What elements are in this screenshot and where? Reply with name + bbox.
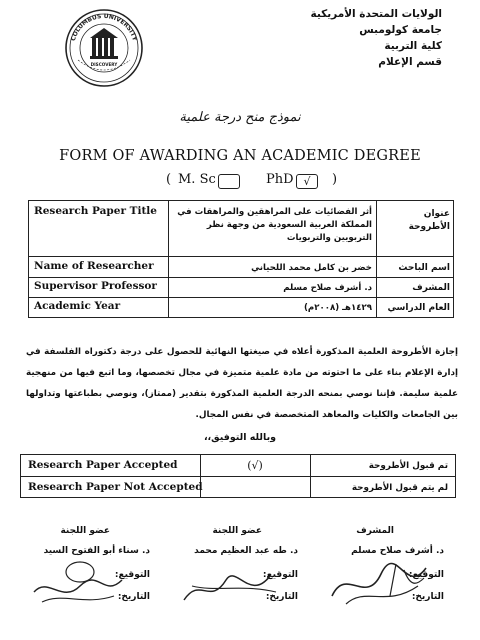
label-research-title-ar: عنوان الأطروحة (408, 209, 450, 232)
sig-member1-role: عضو اللجنة (212, 526, 262, 536)
closing-phrase: وبالله التوفيق،، (203, 432, 277, 443)
paren-open: ( (166, 172, 172, 187)
header-faculty: كلية التربية (384, 40, 442, 52)
accepted-label-ar: تم قبول الأطروحة (368, 461, 448, 471)
form-title: FORM OF AWARDING AN ACADEMIC DEGREE (59, 148, 421, 164)
label-researcher-name: Name of Researcher (34, 260, 154, 272)
paren-close: ) (332, 172, 338, 187)
msc-checkbox[interactable] (218, 174, 240, 189)
header-department: قسم الإعلام (378, 56, 442, 68)
label-academic-year-ar: العام الدراسي (387, 303, 450, 313)
seal-inner-text: DISCOVERY (90, 62, 118, 67)
seal-text: COLUMBUS UNIVERSITY (69, 12, 139, 42)
value-researcher-name: خضر بن كامل محمد اللحياني (251, 263, 372, 273)
sig-member2-role: عضو اللجنة (60, 526, 110, 536)
form-title-arabic: نموذج منح درجة علمية (179, 110, 301, 125)
signature-member2 (28, 552, 128, 610)
value-research-title: أثر الفضائيات على المراهقين والمراهقات في المملكة العربية السعودية من وجهة نظر التربويين والتربويات (177, 207, 372, 243)
signature-member1 (176, 556, 286, 614)
value-academic-year: ١٤٢٩هـ (٢٠٠٨م) (303, 303, 372, 313)
header-country: الولايات المتحدة الأمريكية (310, 8, 442, 20)
sig-supervisor-sign-label: التوقيع: (408, 570, 444, 580)
sig-supervisor-role: المشرف (356, 526, 394, 536)
sig-member2-name: د. سناء أبو الفتوح السيد (43, 546, 150, 556)
not-accepted-label-ar: لم يتم قبول الأطروحة (351, 483, 448, 493)
sig-member1-date-label: التاريخ: (265, 592, 298, 602)
phd-checkbox[interactable]: √ (296, 174, 318, 189)
accepted-label: Research Paper Accepted (28, 459, 178, 471)
sig-member1-name: د. طه عبد العظيم محمد (194, 546, 298, 556)
decision-paragraph: إجازة الأطروحة العلمية المذكورة أعلاه في صيغتها النهائية للحصول على درجة دكتوراه الفلسفة في إدارة الإعلام بناء على ما احتوته من مادة علمية متميزة في مجال تخصصها، وما اتبع فيها من منهجية علمية سليمة. فإننا نوصي بمنحه الدرجة العلمية المذكورة بتقدير (ممتاز)، ونوصي بطباعتها وتداولها بين الجامعات والكليات والمعاهد المتخصصة في نفس المجال. (26, 347, 458, 420)
sig-member2-sign-label: التوقيع: (114, 570, 150, 580)
phd-label: PhD (266, 172, 294, 187)
sig-member1-sign-label: التوقيع: (262, 570, 298, 580)
label-supervisor-ar: المشرف (412, 283, 450, 293)
sig-supervisor-date-label: التاريخ: (411, 592, 444, 602)
value-supervisor: د. أشرف صلاح مسلم (283, 283, 372, 293)
header-university: جامعة كولومبس (359, 24, 442, 36)
label-researcher-name-ar: اسم الباحث (398, 263, 450, 273)
label-research-title: Research Paper Title (34, 205, 157, 217)
label-supervisor: Supervisor Professor (34, 280, 157, 292)
signature-supervisor (326, 556, 436, 614)
label-academic-year: Academic Year (34, 300, 121, 312)
degree-selection (120, 172, 360, 192)
msc-label: M. Sc (178, 172, 216, 187)
sig-member2-date-label: التاريخ: (117, 592, 150, 602)
university-seal-logo (64, 8, 144, 88)
sig-supervisor-name: د. أشرف صلاح مسلم (351, 546, 444, 556)
not-accepted-label: Research Paper Not Accepted (28, 481, 203, 493)
accepted-mark[interactable]: (√) (247, 459, 263, 472)
